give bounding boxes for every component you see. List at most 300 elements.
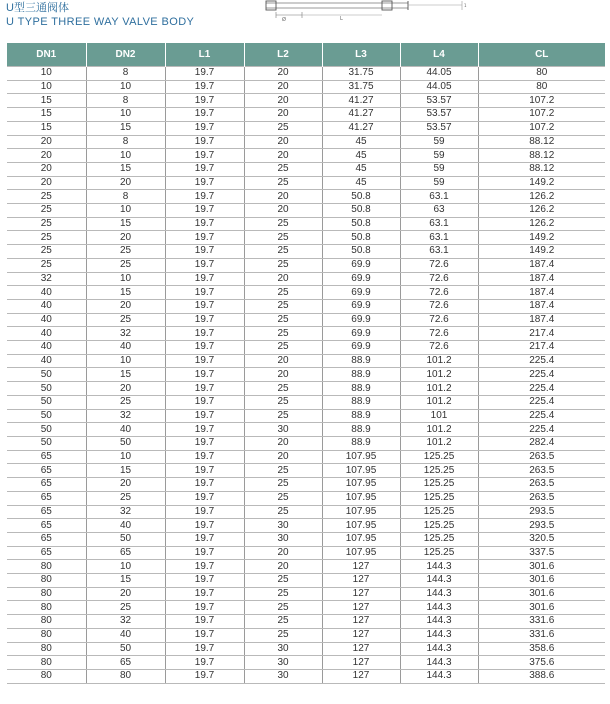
cell-dn1: 40: [7, 327, 86, 341]
cell-l4: 144.3: [400, 587, 478, 601]
cell-l2: 25: [244, 628, 322, 642]
table-row: [7, 615, 605, 629]
cell-dn2: 50: [86, 642, 165, 656]
dimension-table: [7, 43, 605, 684]
cell-l1: 19.7: [165, 327, 244, 341]
cell-l3: 69.9: [322, 258, 400, 272]
cell-l4: 59: [400, 176, 478, 190]
cell-l3: 88.9: [322, 382, 400, 396]
cell-dn2: 10: [86, 204, 165, 218]
cell-dn1: 80: [7, 601, 86, 615]
table-row: [7, 80, 605, 94]
cell-cl: 225.4: [478, 368, 605, 382]
table-row: [7, 656, 605, 670]
cell-dn1: 65: [7, 464, 86, 478]
table-row: [7, 313, 605, 327]
cell-l2: 25: [244, 601, 322, 615]
cell-l1: 19.7: [165, 532, 244, 546]
cell-l1: 19.7: [165, 505, 244, 519]
cell-dn2: 10: [86, 108, 165, 122]
cell-l2: 25: [244, 478, 322, 492]
cell-l4: 44.05: [400, 67, 478, 81]
cell-dn1: 50: [7, 368, 86, 382]
table-row: [7, 258, 605, 272]
cell-l3: 127: [322, 601, 400, 615]
cell-cl: 149.2: [478, 176, 605, 190]
cell-l1: 19.7: [165, 601, 244, 615]
column-header-l3: L3: [322, 43, 400, 67]
table-row: [7, 505, 605, 519]
cell-dn1: 50: [7, 423, 86, 437]
cell-dn2: 15: [86, 217, 165, 231]
cell-cl: 301.6: [478, 601, 605, 615]
cell-l3: 127: [322, 560, 400, 574]
cell-l4: 144.3: [400, 615, 478, 629]
cell-l1: 19.7: [165, 409, 244, 423]
cell-l3: 88.9: [322, 354, 400, 368]
cell-l4: 53.57: [400, 94, 478, 108]
cell-dn1: 50: [7, 436, 86, 450]
cell-l2: 25: [244, 505, 322, 519]
cell-l2: 20: [244, 450, 322, 464]
cell-dn1: 50: [7, 395, 86, 409]
cell-l1: 19.7: [165, 574, 244, 588]
cell-l2: 20: [244, 108, 322, 122]
cell-l4: 72.6: [400, 299, 478, 313]
cell-l3: 41.27: [322, 108, 400, 122]
cell-cl: 187.4: [478, 313, 605, 327]
cell-dn2: 32: [86, 505, 165, 519]
cell-l1: 19.7: [165, 368, 244, 382]
cell-l1: 19.7: [165, 642, 244, 656]
cell-l1: 19.7: [165, 587, 244, 601]
cell-l2: 20: [244, 190, 322, 204]
cell-cl: 149.2: [478, 245, 605, 259]
cell-l2: 25: [244, 395, 322, 409]
cell-l1: 19.7: [165, 313, 244, 327]
cell-cl: 263.5: [478, 491, 605, 505]
cell-dn1: 10: [7, 80, 86, 94]
cell-dn2: 10: [86, 80, 165, 94]
cell-cl: 225.4: [478, 423, 605, 437]
cell-cl: 225.4: [478, 354, 605, 368]
table-header-row: [7, 43, 605, 67]
table-row: [7, 464, 605, 478]
cell-dn1: 25: [7, 258, 86, 272]
cell-cl: 301.6: [478, 574, 605, 588]
cell-l4: 144.3: [400, 642, 478, 656]
cell-dn1: 20: [7, 135, 86, 149]
cell-l4: 101.2: [400, 395, 478, 409]
cell-l2: 20: [244, 272, 322, 286]
cell-dn2: 20: [86, 587, 165, 601]
cell-l1: 19.7: [165, 80, 244, 94]
cell-cl: 80: [478, 80, 605, 94]
cell-l4: 125.25: [400, 519, 478, 533]
table-row: [7, 121, 605, 135]
cell-l2: 25: [244, 382, 322, 396]
cell-l1: 19.7: [165, 436, 244, 450]
cell-l3: 31.75: [322, 67, 400, 81]
table-row: [7, 546, 605, 560]
cell-cl: 293.5: [478, 505, 605, 519]
cell-l3: 88.9: [322, 395, 400, 409]
cell-l4: 72.6: [400, 313, 478, 327]
cell-l3: 107.95: [322, 532, 400, 546]
cell-l2: 25: [244, 286, 322, 300]
cell-l1: 19.7: [165, 560, 244, 574]
cell-dn1: 80: [7, 656, 86, 670]
table-row: [7, 176, 605, 190]
cell-cl: 187.4: [478, 286, 605, 300]
cell-dn2: 40: [86, 628, 165, 642]
cell-cl: 375.6: [478, 656, 605, 670]
cell-dn1: 25: [7, 204, 86, 218]
cell-l3: 50.8: [322, 190, 400, 204]
cell-dn1: 20: [7, 176, 86, 190]
cell-cl: 320.5: [478, 532, 605, 546]
cell-l3: 69.9: [322, 272, 400, 286]
cell-cl: 88.12: [478, 149, 605, 163]
cell-cl: 126.2: [478, 217, 605, 231]
cell-dn2: 10: [86, 354, 165, 368]
cell-l1: 19.7: [165, 546, 244, 560]
cell-l4: 144.3: [400, 574, 478, 588]
cell-l4: 101.2: [400, 382, 478, 396]
cell-l4: 63.1: [400, 190, 478, 204]
cell-l3: 50.8: [322, 245, 400, 259]
cell-cl: 301.6: [478, 560, 605, 574]
cell-cl: 263.5: [478, 464, 605, 478]
cell-dn1: 80: [7, 574, 86, 588]
cell-dn1: 65: [7, 450, 86, 464]
cell-l4: 59: [400, 162, 478, 176]
cell-l3: 45: [322, 176, 400, 190]
column-header-dn1: DN1: [7, 43, 86, 67]
cell-dn2: 40: [86, 341, 165, 355]
cell-l2: 25: [244, 176, 322, 190]
cell-cl: 331.6: [478, 628, 605, 642]
table-row: [7, 108, 605, 122]
cell-dn2: 65: [86, 546, 165, 560]
cell-cl: 217.4: [478, 341, 605, 355]
dim-label-diameter: Ø: [282, 17, 286, 23]
cell-dn2: 15: [86, 162, 165, 176]
cell-l1: 19.7: [165, 231, 244, 245]
cell-l3: 88.9: [322, 436, 400, 450]
cell-dn2: 25: [86, 395, 165, 409]
cell-dn2: 40: [86, 519, 165, 533]
cell-dn2: 25: [86, 258, 165, 272]
cell-l1: 19.7: [165, 423, 244, 437]
column-header-l1: L1: [165, 43, 244, 67]
table-row: [7, 94, 605, 108]
cell-dn1: 50: [7, 382, 86, 396]
cell-l2: 20: [244, 436, 322, 450]
cell-dn2: 32: [86, 327, 165, 341]
cell-l2: 20: [244, 135, 322, 149]
table-row: [7, 245, 605, 259]
cell-dn1: 20: [7, 149, 86, 163]
cell-l2: 30: [244, 669, 322, 683]
table-row: [7, 341, 605, 355]
cell-l4: 72.6: [400, 286, 478, 300]
cell-l3: 69.9: [322, 341, 400, 355]
cell-cl: 187.4: [478, 299, 605, 313]
cell-l4: 101: [400, 409, 478, 423]
cell-l1: 19.7: [165, 286, 244, 300]
column-header-dn2: DN2: [86, 43, 165, 67]
cell-l2: 25: [244, 258, 322, 272]
cell-l4: 53.57: [400, 121, 478, 135]
cell-l2: 25: [244, 313, 322, 327]
cell-l2: 25: [244, 245, 322, 259]
table-row: [7, 519, 605, 533]
cell-dn1: 80: [7, 628, 86, 642]
cell-l1: 19.7: [165, 615, 244, 629]
table-row: [7, 478, 605, 492]
cell-dn2: 15: [86, 368, 165, 382]
cell-cl: 107.2: [478, 121, 605, 135]
cell-l2: 20: [244, 80, 322, 94]
cell-l3: 31.75: [322, 80, 400, 94]
title-chinese: U型三通阀体: [6, 2, 69, 14]
cell-dn2: 32: [86, 409, 165, 423]
cell-l4: 144.3: [400, 560, 478, 574]
cell-dn1: 40: [7, 299, 86, 313]
cell-dn2: 25: [86, 601, 165, 615]
cell-dn1: 80: [7, 560, 86, 574]
cell-l2: 30: [244, 532, 322, 546]
cell-l2: 30: [244, 423, 322, 437]
cell-l1: 19.7: [165, 450, 244, 464]
cell-cl: 149.2: [478, 231, 605, 245]
cell-cl: 225.4: [478, 409, 605, 423]
table-row: [7, 436, 605, 450]
cell-dn1: 65: [7, 519, 86, 533]
table-row: [7, 135, 605, 149]
cell-dn1: 25: [7, 217, 86, 231]
cell-l2: 25: [244, 162, 322, 176]
cell-l2: 20: [244, 368, 322, 382]
table-row: [7, 642, 605, 656]
cell-l3: 45: [322, 149, 400, 163]
cell-cl: 263.5: [478, 450, 605, 464]
cell-l1: 19.7: [165, 135, 244, 149]
table-row: [7, 560, 605, 574]
cell-l4: 63.1: [400, 231, 478, 245]
cell-dn1: 80: [7, 587, 86, 601]
cell-dn1: 40: [7, 354, 86, 368]
valve-dimension-drawing: [262, 0, 472, 24]
cell-l1: 19.7: [165, 464, 244, 478]
table-row: [7, 272, 605, 286]
cell-l3: 107.95: [322, 450, 400, 464]
cell-dn2: 8: [86, 94, 165, 108]
cell-dn1: 80: [7, 669, 86, 683]
cell-dn2: 25: [86, 245, 165, 259]
cell-l3: 127: [322, 615, 400, 629]
cell-l1: 19.7: [165, 176, 244, 190]
cell-l3: 88.9: [322, 368, 400, 382]
cell-l1: 19.7: [165, 258, 244, 272]
cell-dn2: 20: [86, 176, 165, 190]
cell-l3: 107.95: [322, 464, 400, 478]
cell-l2: 30: [244, 519, 322, 533]
cell-dn1: 25: [7, 190, 86, 204]
cell-l3: 127: [322, 656, 400, 670]
cell-dn1: 50: [7, 409, 86, 423]
column-header-cl: CL: [478, 43, 605, 67]
cell-cl: 263.5: [478, 478, 605, 492]
cell-l3: 127: [322, 628, 400, 642]
cell-l4: 125.25: [400, 505, 478, 519]
cell-cl: 107.2: [478, 108, 605, 122]
cell-l4: 101.2: [400, 354, 478, 368]
table-row: [7, 217, 605, 231]
cell-dn1: 32: [7, 272, 86, 286]
cell-dn1: 15: [7, 108, 86, 122]
cell-l4: 72.6: [400, 341, 478, 355]
cell-l3: 45: [322, 135, 400, 149]
cell-dn2: 10: [86, 560, 165, 574]
cell-l1: 19.7: [165, 395, 244, 409]
cell-l3: 127: [322, 642, 400, 656]
cell-l1: 19.7: [165, 519, 244, 533]
cell-l1: 19.7: [165, 190, 244, 204]
cell-l4: 63: [400, 204, 478, 218]
cell-cl: 217.4: [478, 327, 605, 341]
cell-l1: 19.7: [165, 121, 244, 135]
cell-l2: 25: [244, 409, 322, 423]
cell-l3: 69.9: [322, 327, 400, 341]
table-row: [7, 354, 605, 368]
cell-dn1: 20: [7, 162, 86, 176]
cell-l1: 19.7: [165, 656, 244, 670]
cell-l1: 19.7: [165, 67, 244, 81]
cell-dn2: 25: [86, 491, 165, 505]
cell-l3: 41.27: [322, 94, 400, 108]
table-row: [7, 149, 605, 163]
cell-dn2: 50: [86, 436, 165, 450]
cell-l3: 69.9: [322, 299, 400, 313]
cell-cl: 187.4: [478, 272, 605, 286]
cell-cl: 225.4: [478, 395, 605, 409]
cell-dn2: 10: [86, 149, 165, 163]
cell-cl: 88.12: [478, 162, 605, 176]
cell-l1: 19.7: [165, 108, 244, 122]
cell-cl: 388.6: [478, 669, 605, 683]
cell-cl: 358.6: [478, 642, 605, 656]
table-row: [7, 395, 605, 409]
table-row: [7, 327, 605, 341]
cell-l2: 25: [244, 615, 322, 629]
table-row: [7, 532, 605, 546]
cell-l4: 72.6: [400, 258, 478, 272]
cell-l4: 72.6: [400, 272, 478, 286]
table-row: [7, 67, 605, 81]
cell-l4: 101.2: [400, 436, 478, 450]
cell-dn2: 8: [86, 135, 165, 149]
cell-l4: 101.2: [400, 423, 478, 437]
cell-l2: 20: [244, 560, 322, 574]
cell-l1: 19.7: [165, 217, 244, 231]
cell-dn1: 65: [7, 491, 86, 505]
cell-dn1: 65: [7, 505, 86, 519]
cell-l4: 44.05: [400, 80, 478, 94]
cell-l3: 45: [322, 162, 400, 176]
table-row: [7, 190, 605, 204]
cell-cl: 337.5: [478, 546, 605, 560]
table-row: [7, 574, 605, 588]
cell-l2: 25: [244, 464, 322, 478]
cell-l3: 88.9: [322, 409, 400, 423]
cell-dn1: 65: [7, 478, 86, 492]
cell-l4: 125.25: [400, 478, 478, 492]
dim-label-index: 1: [464, 3, 467, 8]
cell-dn2: 15: [86, 574, 165, 588]
cell-cl: 187.4: [478, 258, 605, 272]
cell-dn1: 40: [7, 286, 86, 300]
cell-l1: 19.7: [165, 669, 244, 683]
cell-l4: 63.1: [400, 217, 478, 231]
cell-dn2: 32: [86, 615, 165, 629]
cell-l4: 125.25: [400, 450, 478, 464]
cell-l4: 144.3: [400, 601, 478, 615]
cell-l2: 25: [244, 341, 322, 355]
cell-l3: 127: [322, 587, 400, 601]
cell-l1: 19.7: [165, 204, 244, 218]
cell-l1: 19.7: [165, 382, 244, 396]
cell-cl: 301.6: [478, 587, 605, 601]
cell-l4: 144.3: [400, 628, 478, 642]
cell-l4: 59: [400, 135, 478, 149]
table-row: [7, 491, 605, 505]
cell-cl: 225.4: [478, 382, 605, 396]
cell-dn2: 15: [86, 464, 165, 478]
cell-l3: 50.8: [322, 204, 400, 218]
cell-l3: 88.9: [322, 423, 400, 437]
cell-l3: 50.8: [322, 231, 400, 245]
cell-dn2: 65: [86, 656, 165, 670]
cell-cl: 126.2: [478, 190, 605, 204]
cell-dn1: 80: [7, 642, 86, 656]
cell-l3: 107.95: [322, 491, 400, 505]
table-body: [7, 67, 605, 684]
cell-l2: 25: [244, 491, 322, 505]
table-row: [7, 628, 605, 642]
cell-cl: 282.4: [478, 436, 605, 450]
cell-l2: 25: [244, 231, 322, 245]
table-row: [7, 423, 605, 437]
cell-l2: 30: [244, 656, 322, 670]
cell-l1: 19.7: [165, 628, 244, 642]
cell-l3: 127: [322, 669, 400, 683]
cell-dn2: 20: [86, 478, 165, 492]
cell-l1: 19.7: [165, 149, 244, 163]
cell-l4: 125.25: [400, 546, 478, 560]
cell-l1: 19.7: [165, 299, 244, 313]
cell-l2: 20: [244, 354, 322, 368]
cell-l2: 30: [244, 642, 322, 656]
cell-l4: 53.57: [400, 108, 478, 122]
cell-dn1: 65: [7, 532, 86, 546]
cell-dn2: 80: [86, 669, 165, 683]
cell-dn2: 15: [86, 286, 165, 300]
cell-l1: 19.7: [165, 354, 244, 368]
cell-l2: 20: [244, 149, 322, 163]
cell-dn2: 10: [86, 450, 165, 464]
